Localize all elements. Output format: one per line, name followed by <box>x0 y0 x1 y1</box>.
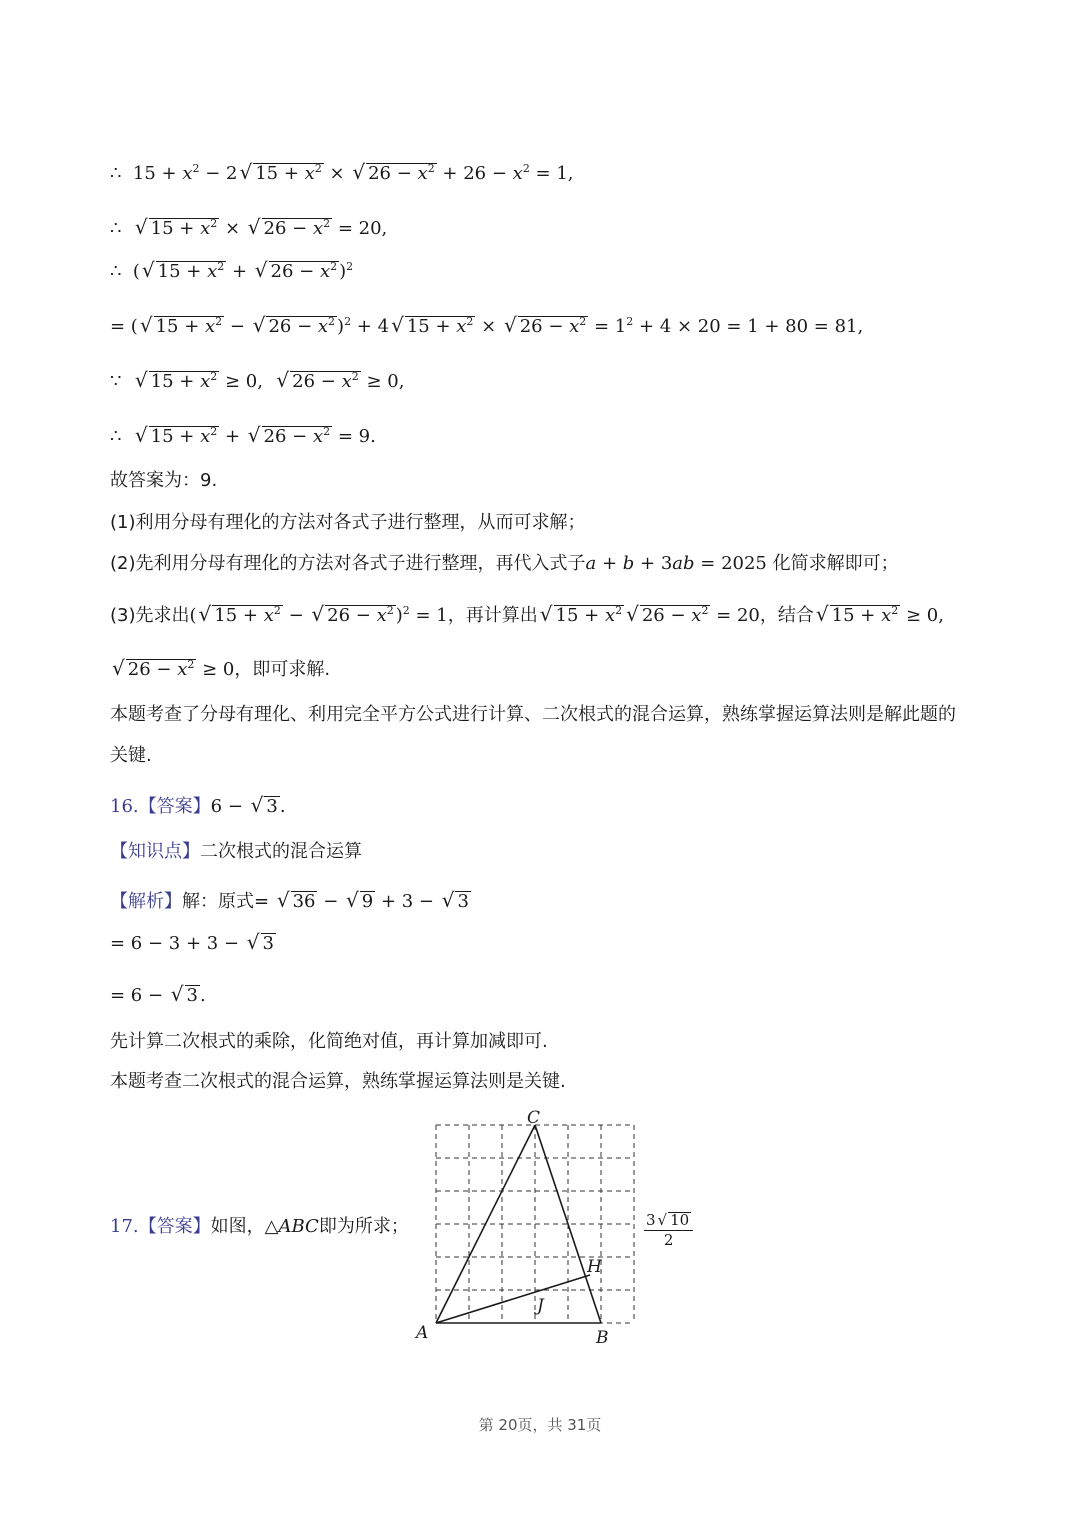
equation-line-1: ∴ $15 + x^2 - 2$ √ $15 + x^2$ × √ $26 - x^2 + 26 - x^2 = 1$, <box>110 160 574 184</box>
analysis-p6: 关键. <box>110 745 152 766</box>
analysis-p3-c: ，结合 <box>759 605 814 626</box>
q17-triangle-name: ABC <box>278 1216 319 1237</box>
analysis-p2-formula: a + b + 3ab = 2025 <box>585 553 773 574</box>
equation-line-3: ∴ ( √ $15 + x^2$ + √ $26 - x^2$ )$^2$ <box>110 258 354 282</box>
q17-answer-tag: 【答案】 <box>138 1216 211 1237</box>
label-h: H <box>587 1257 602 1277</box>
equation-line-6: ∴ √ $15 + x^2$ + √ $26 - x^2 = 9$. <box>110 423 376 447</box>
analysis-p3-a: (3)先求出 <box>110 605 190 626</box>
q16-jx-lead: 解：原式= <box>182 891 270 912</box>
page-footer: 第 20页，共 31页 <box>478 1416 602 1434</box>
q17-answer-line <box>110 1215 409 1239</box>
label-b: B <box>596 1328 609 1345</box>
analysis-p3: (3)先求出( √ $15 + x^2$ − √ $26 - x^2$ )$^2$ = 1，再计算出 √ $15 + x^2$ √ $26 - x^2 = 20$，结合 √ $15 + x^2 \ge 0$, <box>110 602 944 626</box>
q17-answer-b: 即为所求； <box>318 1216 409 1237</box>
q16-kp: 二次根式的混合运算 <box>200 841 362 862</box>
equation-line-2: ∴ √ $15 + x^2$ × √ $26 - x^2 = 20$, <box>110 215 388 239</box>
analysis-p2-a: (2)先利用分母有理化的方法对各式子进行整理，再代入式子 <box>110 553 586 574</box>
fraction-numerator: 3 √ 10 <box>644 1211 693 1231</box>
analysis-p4-b: ，即可求解. <box>234 659 331 680</box>
q16-solution-line: 【解析】解：原式= √ 36 − √ 9 + 3 − √ 3 <box>110 888 469 912</box>
analysis-p3-b: ，再计算出 <box>447 605 538 626</box>
label-a: A <box>416 1323 429 1343</box>
segment-ah <box>436 1275 590 1323</box>
analysis-p2 <box>110 552 899 576</box>
q16-step1: = 6 − 3 + 3 − √ 3 <box>110 930 274 954</box>
q16-number: 16. <box>110 796 139 817</box>
answer-line: 故答案为：9. <box>110 470 218 491</box>
label-c: C <box>527 1108 541 1128</box>
analysis-p5: 本题考查了分母有理化、利用完全平方公式进行计算、二次根式的混合运算，熟练掌握运算法则是解此题的 <box>110 704 956 725</box>
grid-lines <box>436 1125 634 1323</box>
triangle-grid-figure <box>410 1105 650 1345</box>
q17-number: 17. <box>110 1216 139 1237</box>
q17-answer-a: 如图，△ <box>210 1216 279 1237</box>
fraction-denominator: 2 <box>663 1231 674 1249</box>
q16-knowledge-line <box>110 840 362 864</box>
q16-step2: = 6 − √ 3 . <box>110 982 206 1006</box>
analysis-p4: √ $26 - x^2 \ge 0$，即可求解. <box>112 656 331 680</box>
q16-answer-line <box>110 793 286 819</box>
equation-line-4: = ( √ $15 + x^2$ − √ $26 - x^2$ )$^2$ + 4 √ $15 + x^2$ × √ $26 - x^2 = 1^2 + 4 \times 20 = 1 + 80 = 81$, <box>110 313 864 337</box>
q16-answer-tag: 【答案】 <box>138 796 211 817</box>
q16-jx-tag: 【解析】 <box>110 891 182 912</box>
analysis-p1: (1)利用分母有理化的方法对各式子进行整理，从而可求解； <box>110 512 586 533</box>
q16-note2: 本题考查二次根式的混合运算，熟练掌握运算法则是关键. <box>110 1071 566 1092</box>
length-fraction <box>644 1211 693 1249</box>
equation-line-5: ∵ √ $15 + x^2 \ge 0$, √ $26 - x^2 \ge 0$, <box>110 368 405 392</box>
q16-answer: 6 − √ 3 . <box>210 793 286 817</box>
label-j: J <box>537 1296 544 1316</box>
q16-kp-tag: 【知识点】 <box>110 841 200 862</box>
q16-note1: 先计算二次根式的乘除，化简绝对值，再计算加减即可. <box>110 1031 548 1052</box>
analysis-p2-b: 化简求解即可； <box>772 553 899 574</box>
